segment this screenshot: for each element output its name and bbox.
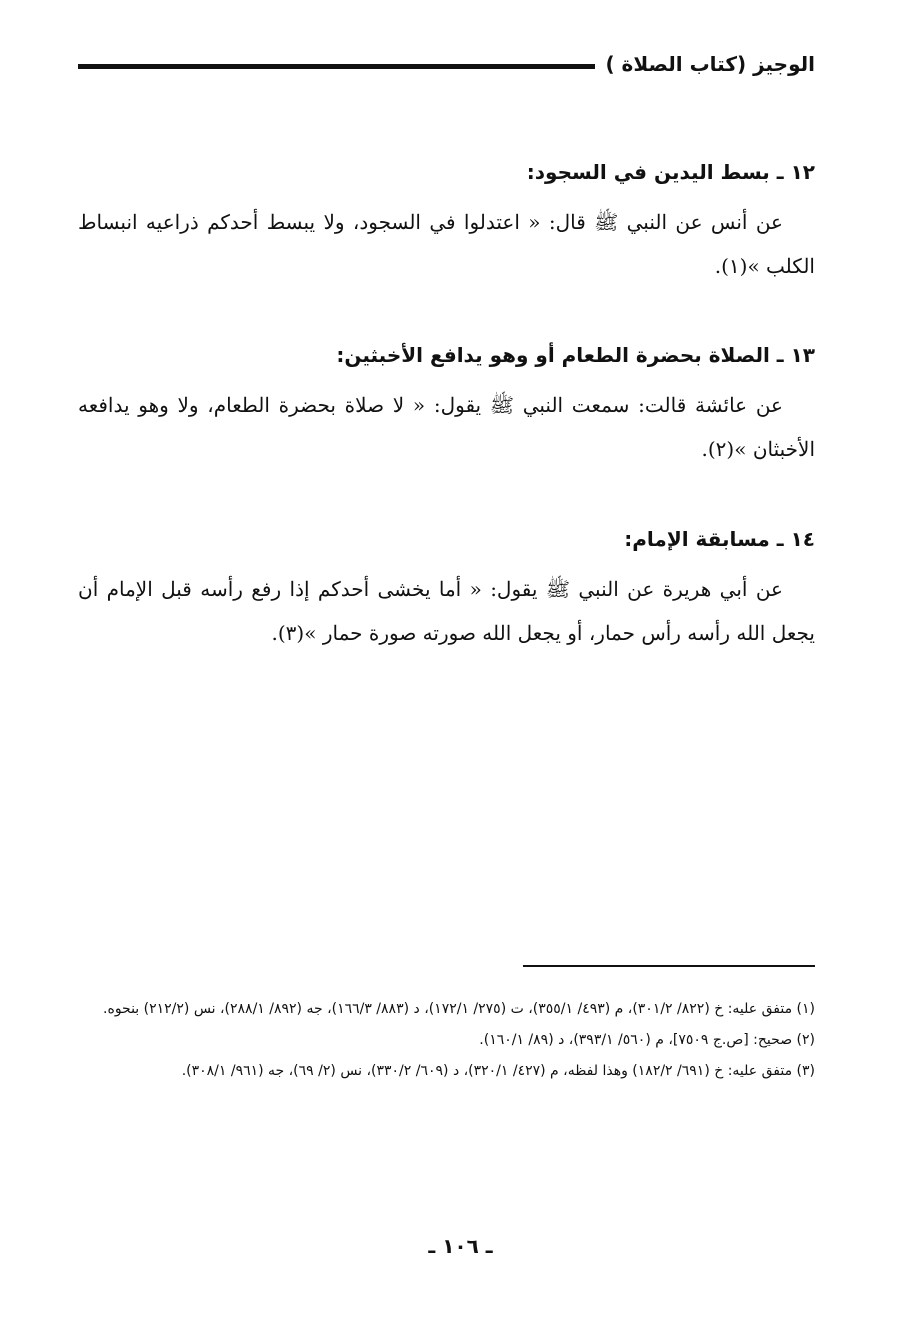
section-text-12: عن أنس عن النبي ﷺ قال: « اعتدلوا في السجود، ولا يبسط أحدكم ذراعيه انبساط الكلب »(١). <box>78 210 815 278</box>
section-heading-12: ١٢ ـ بسط اليدين في السجود: <box>526 160 815 184</box>
section-text-14: عن أبي هريرة عن النبي ﷺ يقول: « أما يخشى أحدكم إذا رفع رأسه قبل الإمام أن يجعل الله رأسه رأس حمار، أو يجعل الله صورته صورة حمار »(٣). <box>78 577 815 645</box>
footnote-separator <box>523 965 815 967</box>
section-body-13 <box>78 383 815 471</box>
header-rule <box>78 64 595 69</box>
footnote-2: (٢) صحيح: [ص.ج ٧٥٠٩]، م (٥٦٠/ ٣٩٣/١)، د (٨٩/ ١٦٠/١). <box>479 1032 815 1048</box>
section-heading-14: ١٤ ـ مسابقة الإمام: <box>624 527 815 551</box>
section-text-13: عن عائشة قالت: سمعت النبي ﷺ يقول: « لا صلاة بحضرة الطعام، ولا وهو يدافعه الأخبثان »(٢). <box>78 393 815 461</box>
footnote-3: (٣) متفق عليه: خ (٦٩١/ ١٨٢/٢) وهذا لفظه، م (٤٢٧/ ٣٢٠/١)، د (٦٠٩/ ٣٣٠/٢)، نس (٢/ ٦٩)، جه (٩٦١/ ٣٠٨/١). <box>181 1063 815 1079</box>
running-header-title: الوجيز (كتاب الصلاة ) <box>605 52 815 76</box>
section-body-14 <box>78 567 815 655</box>
running-header <box>78 44 815 84</box>
footnotes <box>78 996 815 1089</box>
page-number: ـ ١٠٦ ـ <box>428 1234 493 1258</box>
section-body-12 <box>78 200 815 288</box>
footnote-1: (١) متفق عليه: خ (٨٢٢/ ٣٠١/٢)، م (٤٩٣/ ٣٥٥/١)، ت (٢٧٥/ ١٧٢/١)، د (٨٨٣/ ١٦٦/٣)، جه (٨٩٢/ ٢٨٨/١)، نس (٢١٢/٢) بنحوه. <box>103 1001 815 1017</box>
section-heading-13: ١٣ ـ الصلاة بحضرة الطعام أو وهو يدافع الأخبثين: <box>336 343 815 367</box>
